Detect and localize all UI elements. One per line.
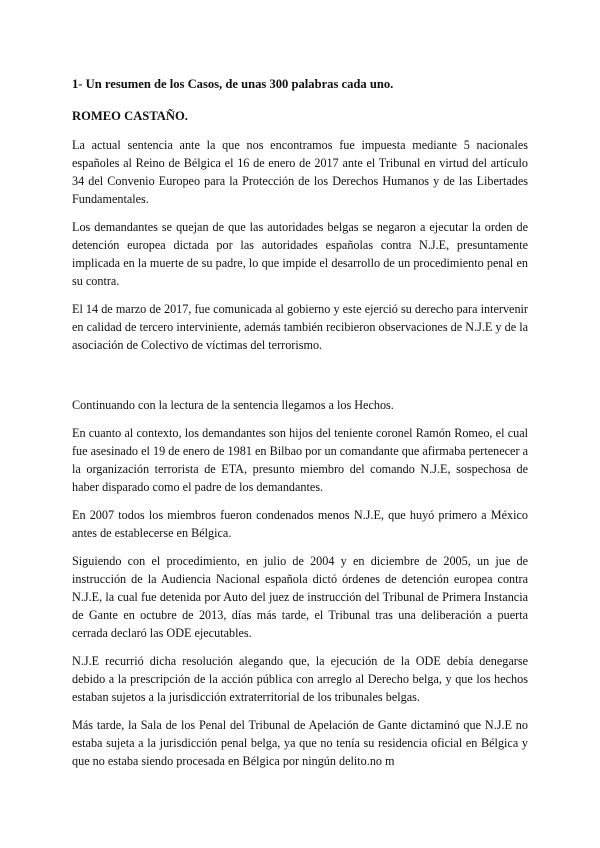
paragraph-hechos-4: Siguiendo con el procedimiento, en julio de 2004 y en diciembre de 2005, un jue de instrucción de la Audiencia Nacional española dictó órdenes de detención europea contra N.J.E, la cual fue detenida por Auto del juez de instrucción del Tribunal de Primera Instancia de Gante en octubre de 2013, días más tarde, el Tribunal tras una deliberación a puerta cerrada declaró las ODE ejecutables. (72, 554, 528, 640)
paragraph-hechos-2: En cuanto al contexto, los demandantes son hijos del teniente coronel Ramón Romeo, el cual fue asesinado el 19 de enero de 1981 en Bilbao por un comandante que afirmaba pertenecer a la organización terrorista de ETA, presunto miembro del comando N.J.E, sospechosa de haber disparado como el padre de los demandantes. (72, 426, 528, 494)
paragraph-hechos-6: Más tarde, la Sala de los Penal del Tribunal de Apelación de Gante dictaminó que N.J.E no estaba sujeta a la jurisdicción penal belga, ya que no tenía su residencia oficial en Bélgica y que no estaba siendo procesada en Bélgica por ningún delito.no m (72, 718, 528, 768)
section-heading: 1- Un resumen de los Casos, de unas 300 palabras cada uno. (72, 77, 394, 91)
case-title: ROMEO CASTAÑO. (72, 109, 188, 123)
document-body (72, 76, 528, 780)
paragraph-intro-2: Los demandantes se quejan de que las autoridades belgas se negaron a ejecutar la orden de detención europea dictada por las autoridades españolas contra N.J.E, presuntamente implicada en la muerte de su padre, lo que impide el desarrollo de un procedimiento penal en su contra. (72, 220, 528, 288)
paragraph-intro-3: El 14 de marzo de 2017, fue comunicada al gobierno y este ejerció su derecho para intervenir en calidad de tercero interviniente, además también recibieron observaciones de N.J.E y de la asociación de Colectivo de víctimas del terrorismo. (72, 302, 528, 352)
paragraph-hechos-5: N.J.E recurrió dicha resolución alegando que, la ejecución de la ODE debía denegarse debido a la prescripción de la acción pública con arreglo al Derecho belga, y que los hechos estaban sujetos a la jurisdicción extraterritorial de los tribunales belgas. (72, 654, 528, 704)
paragraph-intro-1: La actual sentencia ante la que nos encontramos fue impuesta mediante 5 nacionales españoles al Reino de Bélgica el 16 de enero de 2017 ante el Tribunal en virtud del artículo 34 del Convenio Europeo para la Protección de los Derechos Humanos y de las Libertades Fundamentales. (72, 138, 528, 206)
paragraph-hechos-3: En 2007 todos los miembros fueron condenados menos N.J.E, que huyó primero a México antes de establecerse en Bélgica. (72, 508, 528, 540)
section-spacer (72, 364, 528, 396)
paragraph-hechos-1: Continuando con la lectura de la sentencia llegamos a los Hechos. (72, 398, 394, 412)
